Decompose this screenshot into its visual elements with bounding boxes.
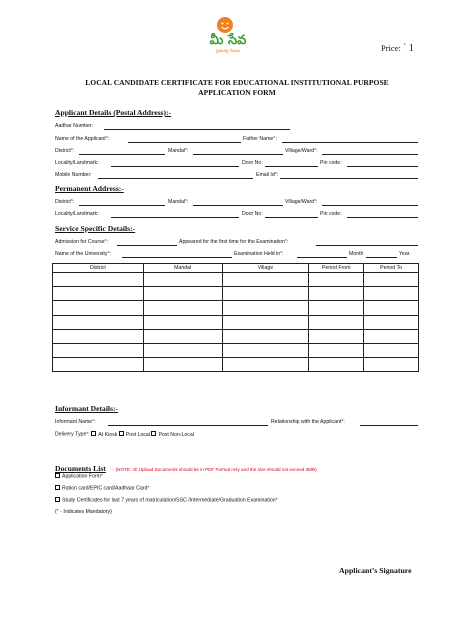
- table-cell[interactable]: [309, 358, 364, 372]
- col-period-from: Period From: [309, 264, 364, 273]
- table-cell[interactable]: [364, 343, 419, 357]
- village-input[interactable]: [322, 154, 418, 155]
- perm-mandal-label: Mandal*:: [168, 199, 189, 205]
- table-cell[interactable]: [53, 273, 144, 287]
- col-period-to: Period To: [364, 264, 419, 273]
- table-cell[interactable]: [309, 287, 364, 301]
- locality-input[interactable]: [111, 166, 239, 167]
- table-cell[interactable]: [143, 343, 222, 357]
- mandal-label: Mandal*:: [168, 148, 189, 154]
- village-label: Village/Ward*:: [285, 148, 318, 154]
- table-cell[interactable]: [143, 315, 222, 329]
- logo-text: మీ సేవ: [209, 33, 247, 48]
- father-name-label: Father Name*:: [243, 136, 277, 142]
- table-cell[interactable]: [309, 315, 364, 329]
- informant-details-heading: Informant Details:-: [55, 404, 119, 413]
- perm-door-no-label: Door No:: [242, 211, 263, 217]
- year-label: Year.: [399, 251, 411, 257]
- door-no-input[interactable]: [265, 166, 318, 167]
- month-label: Month: [349, 251, 364, 257]
- table-row: [53, 343, 419, 357]
- table-cell[interactable]: [53, 358, 144, 372]
- table-cell[interactable]: [364, 358, 419, 372]
- table-cell[interactable]: [222, 343, 309, 357]
- mobile-label: Mobile Number:: [55, 172, 92, 178]
- col-village: Village: [222, 264, 309, 273]
- door-no-label: Door No:: [242, 160, 263, 166]
- table-cell[interactable]: [222, 358, 309, 372]
- meeseva-logo: [198, 8, 258, 56]
- father-name-input[interactable]: [282, 142, 418, 143]
- exam-held-label: Examination Held in*:: [234, 251, 284, 257]
- applicant-signature-label: Applicant’s Signature: [339, 566, 412, 575]
- perm-locality-label: Locality/Landmark:: [55, 211, 99, 217]
- table-cell[interactable]: [53, 329, 144, 343]
- district-label: District*:: [55, 148, 75, 154]
- price-value: ` 1: [402, 43, 414, 54]
- table-cell[interactable]: [364, 273, 419, 287]
- table-cell[interactable]: [364, 315, 419, 329]
- university-label: Name of the University*:: [55, 251, 111, 257]
- logo-sun: [217, 17, 233, 33]
- delivery-option-post-local[interactable]: Post Local: [119, 432, 150, 438]
- aadhar-label: Aadhar Number:: [55, 123, 94, 129]
- relationship-label: Relationship with the Applicant*:: [271, 419, 345, 425]
- perm-district-label: District*:: [55, 199, 75, 205]
- table-cell[interactable]: [53, 315, 144, 329]
- applicant-details-heading: Applicant Details (Postal Address):-: [55, 108, 172, 117]
- delivery-option-kiosk[interactable]: At Kiosk: [91, 432, 117, 438]
- table-cell[interactable]: [222, 273, 309, 287]
- pin-code-input[interactable]: [347, 166, 418, 167]
- title-line-2: APPLICATION FORM: [198, 87, 276, 97]
- table-row: [53, 287, 419, 301]
- university-input[interactable]: [122, 257, 232, 258]
- form-title: [0, 78, 474, 97]
- perm-village-label: Village/Ward*:: [285, 199, 318, 205]
- perm-pin-code-label: Pin code:: [320, 211, 342, 217]
- perm-pin-code-input[interactable]: [347, 217, 418, 218]
- perm-door-no-input[interactable]: [265, 217, 318, 218]
- table-cell[interactable]: [53, 287, 144, 301]
- table-body: [53, 273, 419, 372]
- relationship-input[interactable]: [360, 425, 418, 426]
- doc-application-form-checkbox[interactable]: [55, 473, 60, 478]
- col-district: District: [53, 264, 144, 273]
- post-local-checkbox[interactable]: [119, 431, 124, 436]
- table-cell[interactable]: [309, 301, 364, 315]
- admission-course-label: Admission for Course*:: [55, 239, 109, 245]
- table-row: [53, 329, 419, 343]
- table-row: [53, 358, 419, 372]
- permanent-address-heading: Permanent Address:-: [55, 184, 124, 193]
- service-details-heading: Service Specific Details:-: [55, 224, 136, 233]
- doc-study-certificates[interactable]: Study Certificates for last 7 years of matriculation/SSC /Intermediate/Graduation Examination*: [55, 497, 278, 505]
- table-cell[interactable]: [143, 273, 222, 287]
- pin-code-label: Pin code:: [320, 160, 342, 166]
- table-cell[interactable]: [143, 358, 222, 372]
- aadhar-input[interactable]: [104, 129, 290, 130]
- doc-ration-card[interactable]: Ration card/EPIC card/Aadhaar Card*: [55, 485, 149, 493]
- district-input[interactable]: [79, 154, 165, 155]
- table-cell[interactable]: [222, 329, 309, 343]
- logo-subtext: ప్రభుత్వ సేవలు: [215, 48, 241, 53]
- applicant-name-label: Name of the Applicant*:: [55, 136, 110, 142]
- doc-study-certificates-checkbox[interactable]: [55, 497, 60, 502]
- study-period-table: [52, 263, 419, 372]
- perm-mandal-input[interactable]: [193, 205, 283, 206]
- table-cell[interactable]: [143, 287, 222, 301]
- table-cell[interactable]: [53, 301, 144, 315]
- table-cell[interactable]: [143, 329, 222, 343]
- mobile-input[interactable]: [98, 178, 253, 179]
- table-cell[interactable]: [364, 287, 419, 301]
- perm-district-input[interactable]: [79, 205, 165, 206]
- title-line-1: LOCAL CANDIDATE CERTIFICATE FOR EDUCATIONAL INSTITUTIONAL PURPOSE: [85, 78, 389, 87]
- delivery-type-label: Delivery Type: [55, 431, 87, 438]
- table-row: [53, 315, 419, 329]
- kiosk-checkbox[interactable]: [91, 431, 96, 436]
- table-cell[interactable]: [364, 301, 419, 315]
- perm-village-input[interactable]: [322, 205, 418, 206]
- delivery-option-post-non-local[interactable]: Post Non-Local: [151, 432, 193, 438]
- doc-ration-card-checkbox[interactable]: [55, 485, 60, 490]
- applicant-name-input[interactable]: [128, 142, 241, 143]
- appeared-exam-input[interactable]: [316, 245, 418, 246]
- table-cell[interactable]: [222, 315, 309, 329]
- exam-held-input[interactable]: [297, 257, 347, 258]
- admission-course-input[interactable]: [117, 245, 177, 246]
- locality-label: Locality/Landmark:: [55, 160, 99, 166]
- table-row: [53, 273, 419, 287]
- col-mandal: Mandal: [143, 264, 222, 273]
- post-non-local-checkbox[interactable]: [151, 431, 156, 436]
- informant-name-input[interactable]: [108, 425, 268, 426]
- informant-name-label: Informant Name*:: [55, 419, 96, 425]
- mandal-input[interactable]: [193, 154, 283, 155]
- table-header-row: [53, 264, 419, 273]
- doc-application-form[interactable]: Application Form*: [55, 473, 103, 481]
- price-label: Price:: [381, 43, 401, 53]
- table-cell[interactable]: [222, 287, 309, 301]
- table-cell[interactable]: [364, 329, 419, 343]
- table-cell[interactable]: [309, 273, 364, 287]
- email-input[interactable]: [280, 178, 418, 179]
- perm-locality-input[interactable]: [111, 217, 239, 218]
- table-row: [53, 301, 419, 315]
- email-label: Email Id*:: [256, 172, 279, 178]
- month-input[interactable]: [366, 257, 397, 258]
- table-cell[interactable]: [53, 343, 144, 357]
- table-cell[interactable]: [222, 301, 309, 315]
- table-cell[interactable]: [309, 329, 364, 343]
- table-cell[interactable]: [309, 343, 364, 357]
- delivery-type-row: Delivery Type*: At Kiosk Post Local Post Non-Local: [55, 431, 194, 438]
- table-cell[interactable]: [143, 301, 222, 315]
- price: [381, 43, 414, 54]
- documents-note: : - (NOTE: All Upload Documents should be in PDF Format only and the size should not exceed 3MB): [110, 467, 317, 472]
- appeared-exam-label: Appeared for the first time for the Examination*:: [179, 239, 289, 245]
- documents-heading: Documents List: [55, 464, 106, 473]
- mandatory-note: (* - Indicates Mandatory): [55, 509, 112, 515]
